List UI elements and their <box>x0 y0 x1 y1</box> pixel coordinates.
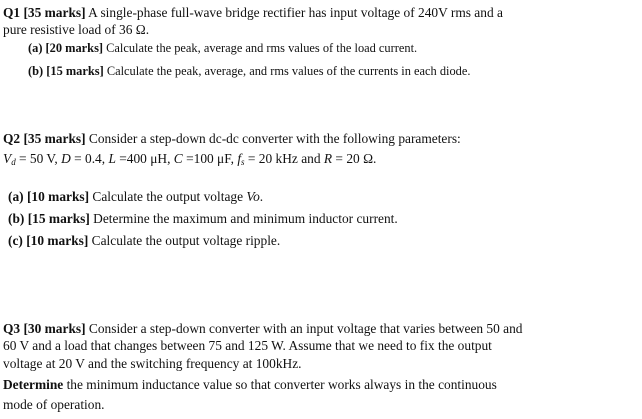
q2-part-a-label: (a) [10 marks] <box>8 189 90 204</box>
q1-text-1: A single-phase full-wave bridge rectifier has input voltage of 240V rms and a <box>85 5 503 20</box>
q2-part-b-label: (b) [15 marks] <box>8 211 90 226</box>
l-symbol: L <box>108 151 116 166</box>
q2-part-b-text: Determine the maximum and minimum inductor current. <box>89 211 398 226</box>
q3-determine-label: Determine <box>3 377 64 392</box>
q3-text-2: 60 V and a load that changes between 75 and 125 W. Assume that we need to fix the output <box>3 338 492 353</box>
q2-part-a-text: Calculate the output voltage <box>89 189 247 204</box>
q1-part-a-label: (a) [20 marks] <box>28 41 104 55</box>
q3-label: Q3 [30 marks] <box>3 321 86 336</box>
d-symbol: D <box>61 151 71 166</box>
q2-text-1: Consider a step-down dc-dc converter with the following parameters: <box>85 131 461 146</box>
r-value: = 20 Ω. <box>332 151 377 166</box>
q1-line-1 <box>3 5 503 21</box>
fs-value: = 20 kHz and <box>244 151 324 166</box>
d-value: = 0.4, <box>70 151 109 166</box>
q2-part-b <box>8 211 398 227</box>
fs-subscript: s <box>241 157 245 167</box>
q1-label: Q1 [35 marks] <box>3 5 86 20</box>
q2-part-a-symbol: Vo <box>246 189 260 204</box>
q1-part-b-text: Calculate the peak, average, and rms values of the currents in each diode. <box>103 64 471 78</box>
q2-part-c-text: Calculate the output voltage ripple. <box>88 233 281 248</box>
q2-label: Q2 [35 marks] <box>3 131 86 146</box>
q3-line-2 <box>3 338 492 354</box>
q3-text-1: Consider a step-down converter with an input voltage that varies between 50 and <box>85 321 523 336</box>
c-symbol: C <box>173 151 183 166</box>
q3-text-4: the minimum inductance value so that converter works always in the continuous <box>63 377 497 392</box>
fs-symbol: f <box>237 151 242 166</box>
vd-value: = 50 V, <box>15 151 62 166</box>
q1-text-2: pure resistive load of 36 Ω. <box>3 22 150 37</box>
q1-part-b-label: (b) [15 marks] <box>28 64 104 78</box>
q1-part-b <box>28 63 470 79</box>
q1-part-a-text: Calculate the peak, average and rms values of the load current. <box>103 41 418 55</box>
q3-line-3 <box>3 356 301 372</box>
r-symbol: R <box>323 151 333 166</box>
q1-line-2 <box>3 22 149 38</box>
q2-params <box>3 151 376 170</box>
q3-line-4 <box>3 377 497 393</box>
l-value: =400 μH, <box>115 151 174 166</box>
q2-part-c-label: (c) [10 marks] <box>8 233 89 248</box>
q3-text-5: mode of operation. <box>3 397 105 412</box>
q2-line-1 <box>3 131 461 147</box>
q3-text-3: voltage at 20 V and the switching frequency at 100kHz. <box>3 356 302 371</box>
vd-symbol: V <box>3 151 12 166</box>
q1-part-a <box>28 40 417 56</box>
q3-line-1 <box>3 321 523 337</box>
q3-line-5 <box>3 397 105 413</box>
q2-part-a-end: . <box>259 189 264 204</box>
q2-part-c <box>8 233 280 249</box>
c-value: =100 μF, <box>182 151 238 166</box>
q2-part-a <box>8 189 263 205</box>
vd-subscript: d <box>11 157 16 167</box>
